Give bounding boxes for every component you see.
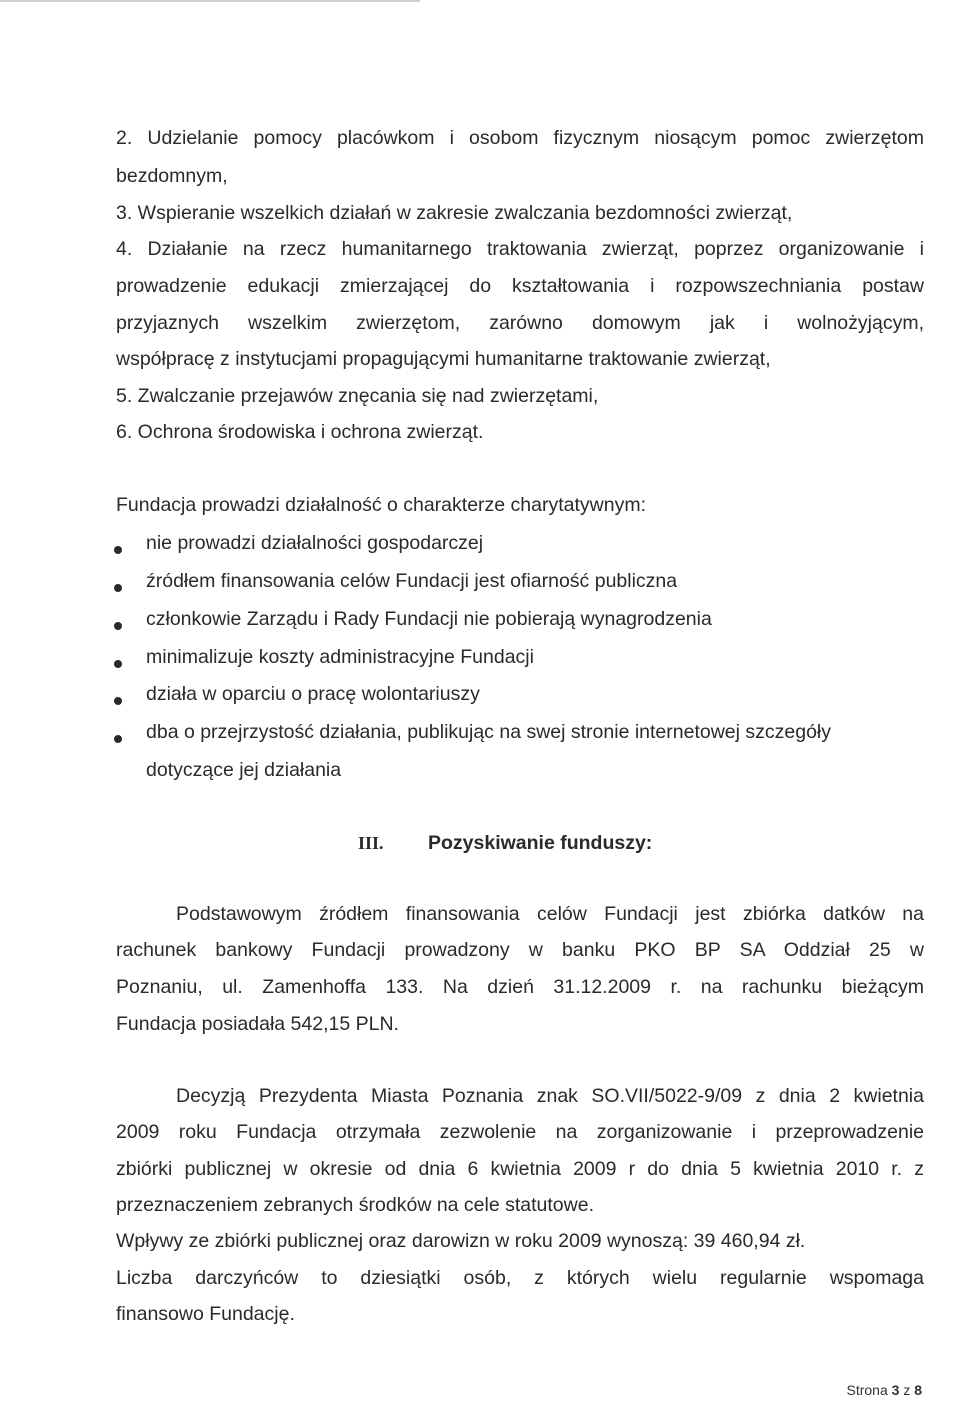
bullet-dot: [114, 584, 122, 592]
decision-line: zbiórki publicznej w okresie od dnia 6 kwietnia 2009 r do dnia 5 kwietnia 2010 r. z: [116, 1158, 924, 1180]
bullet-item: minimalizuje koszty administracyjne Fundacji: [146, 646, 534, 668]
bullet-dot: [114, 622, 122, 630]
bullet-dot: [114, 697, 122, 705]
funds-line: Fundacja posiadała 542,15 PLN.: [116, 1013, 399, 1035]
bullet-dot: [114, 735, 122, 743]
goal-line: 5. Zwalczanie przejawów znęcania się nad zwierzętami,: [116, 385, 599, 407]
goal-line: współpracę z instytucjami propagującymi humanitarne traktowanie zwierząt,: [116, 348, 771, 370]
bullet-item: źródłem finansowania celów Fundacji jest ofiarność publiczna: [146, 570, 678, 592]
bullet-item-continuation: dotyczące jej działania: [146, 759, 342, 781]
page-number: [846, 1381, 922, 1399]
goal-line: 3. Wspieranie wszelkich działań w zakresie zwalczania bezdomności zwierząt,: [116, 202, 793, 224]
goal-line: prowadzenie edukacji zmierzającej do kształtowania i rozpowszechniania postaw: [116, 275, 924, 297]
bullet-dot: [114, 660, 122, 668]
section-number: III.: [358, 833, 384, 853]
goal-line: 4. Działanie na rzecz humanitarnego traktowania zwierząt, poprzez organizowanie i: [116, 238, 924, 260]
bullet-dot: [114, 546, 122, 554]
scan-edge-line: [0, 0, 420, 2]
funds-line: Poznaniu, ul. Zamenhoffa 133. Na dzień 31.12.2009 r. na rachunku bieżącym: [116, 976, 924, 998]
goal-line: bezdomnym,: [116, 165, 228, 187]
decision-line: 2009 roku Fundacja otrzymała zezwolenie na zorganizowanie i przeprowadzenie: [116, 1121, 924, 1143]
goal-line: przyjaznych wszelkim zwierzętom, zarówno domowym jak i wolnożyjącym,: [116, 312, 924, 334]
decision-line: Liczba darczyńców to dziesiątki osób, z których wielu regularnie wspomaga: [116, 1267, 924, 1289]
decision-line: Decyzją Prezydenta Miasta Poznania znak SO.VII/5022-9/09 z dnia 2 kwietnia: [176, 1085, 924, 1107]
goal-line: 6. Ochrona środowiska i ochrona zwierząt.: [116, 421, 484, 443]
decision-line: Wpływy ze zbiórki publicznej oraz darowizn w roku 2009 wynoszą: 39 460,94 zł.: [116, 1230, 806, 1252]
goal-line: 2. Udzielanie pomocy placówkom i osobom fizycznym niosącym pomoc zwierzętom: [116, 127, 924, 149]
page-label: Strona: [846, 1382, 888, 1398]
decision-line: finansowo Fundację.: [116, 1303, 295, 1325]
funds-line: Podstawowym źródłem finansowania celów Fundacji jest zbiórka datków na: [176, 903, 924, 925]
activity-intro: Fundacja prowadzi działalność o charakterze charytatywnym:: [116, 494, 646, 516]
bullet-item: dba o przejrzystość działania, publikując na swej stronie internetowej szczegóły: [146, 721, 832, 743]
current-page: 3: [891, 1382, 900, 1398]
bullet-item: działa w oparciu o pracę wolontariuszy: [146, 683, 480, 705]
total-pages: 8: [914, 1382, 922, 1398]
decision-line: przeznaczeniem zebranych środków na cele statutowe.: [116, 1194, 594, 1216]
funds-line: rachunek bankowy Fundacji prowadzony w banku PKO BP SA Oddział 25 w: [116, 939, 924, 961]
bullet-item: członkowie Zarządu i Rady Fundacji nie pobierają wynagrodzenia: [146, 608, 712, 630]
section-title: Pozyskiwanie funduszy:: [428, 832, 653, 854]
page-of: z: [903, 1382, 911, 1398]
bullet-item: nie prowadzi działalności gospodarczej: [146, 532, 484, 554]
